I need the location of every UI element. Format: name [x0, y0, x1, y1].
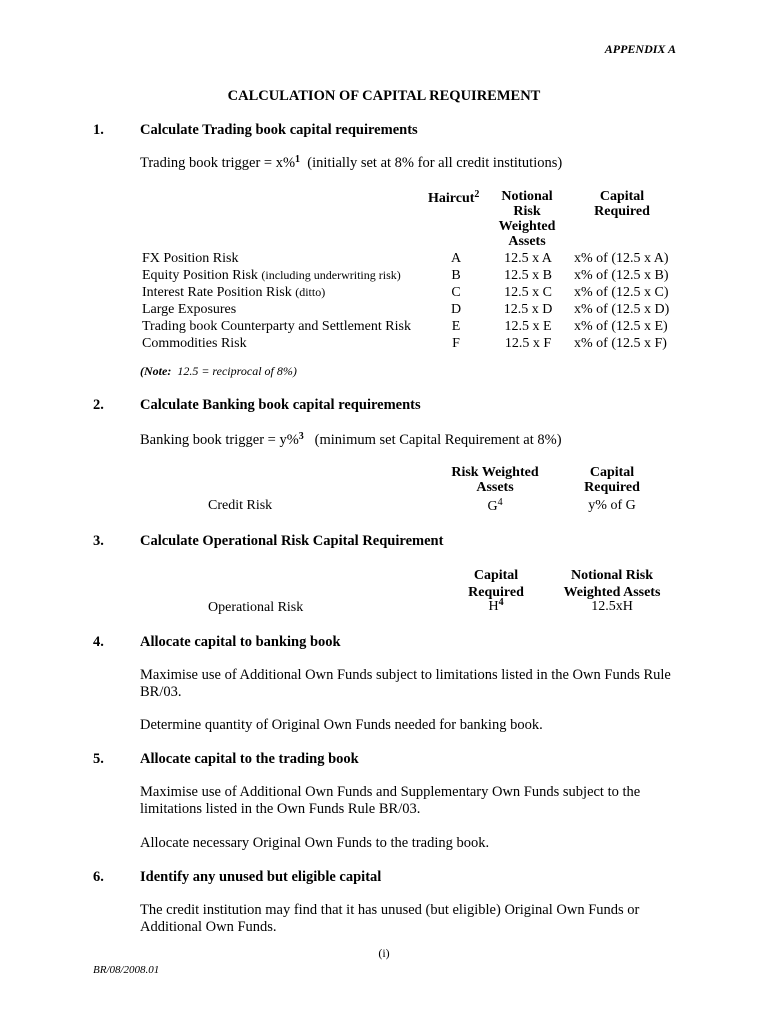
banking-col-capital-header: Capital Required	[584, 465, 640, 495]
trading-trigger-note: (initially set at 8% for all credit institutions)	[307, 155, 563, 171]
op-col-capital-header: Capital Required	[468, 568, 524, 600]
section-6-number: 6.	[93, 869, 104, 885]
trading-row-haircut: D	[450, 302, 462, 317]
trading-row-capital: x% of (12.5 x F)	[574, 336, 667, 351]
trading-trigger-text: Trading book trigger = x%	[140, 155, 296, 171]
trading-trigger	[140, 155, 562, 173]
trading-row-notional: 12.5 x E	[504, 319, 552, 334]
trading-row-haircut: C	[451, 285, 461, 300]
section-1-heading: Calculate Trading book capital requirements	[140, 122, 418, 138]
section-6-heading: Identify any unused but eligible capital	[140, 869, 382, 885]
trading-row-capital: x% of (12.5 x E)	[574, 319, 668, 334]
s5-paragraph-1: Maximise use of Additional Own Funds and Supplementary Own Funds subject to the limitations listed in the Own Funds Rule BR/03.	[140, 784, 641, 817]
banking-col-rwa-header: Risk Weighted Assets	[451, 465, 539, 495]
trading-row-capital: x% of (12.5 x A)	[574, 251, 669, 266]
s6-paragraph-1: The credit institution may find that it has unused (but eligible) Original Own Funds or Additional Own Funds.	[140, 902, 640, 935]
banking-row-rwa: $G^4$	[487, 497, 503, 514]
trading-row-notional: 12.5 x A	[504, 251, 552, 266]
section-3-heading: Calculate Operational Risk Capital Requirement	[140, 533, 444, 549]
trading-row-capital: x% of (12.5 x D)	[574, 302, 670, 317]
appendix-label: APPENDIX A	[604, 42, 676, 56]
trading-row-haircut: A	[450, 251, 462, 266]
section-1-number: 1.	[93, 122, 104, 138]
section-3-number: 3.	[93, 533, 104, 549]
section-5-number: 5.	[93, 751, 104, 767]
section-2-heading: Calculate Banking book capital requirements	[140, 397, 421, 413]
trading-row-label: FX Position Risk	[142, 251, 239, 266]
banking-trigger: Banking book trigger = y%$^3$ (minimum set Capital Requirement at 8%)	[140, 431, 562, 448]
page-title: CALCULATION OF CAPITAL REQUIREMENT	[227, 88, 541, 104]
trading-note: (Note: 12.5 = reciprocal of 8%)	[140, 364, 297, 378]
section-4-heading: Allocate capital to banking book	[140, 634, 341, 650]
trading-row-notional: 12.5 x F	[504, 336, 552, 351]
trading-trigger-footnote: 1	[295, 154, 301, 165]
section-2-number: 2.	[93, 397, 104, 413]
trading-row-label: Commodities Risk	[142, 336, 247, 351]
banking-row-capital: y% of G	[588, 498, 636, 513]
trading-row-capital: x% of (12.5 x B)	[574, 268, 669, 283]
op-col-notional-header: Notional Risk Weighted Assets	[563, 568, 661, 600]
s4-paragraph-2: Determine quantity of Original Own Funds needed for banking book.	[140, 717, 543, 733]
document-reference: BR/08/2008.01	[93, 964, 160, 976]
op-row-label: Operational Risk	[208, 600, 304, 615]
trading-row-notional: 12.5 x B	[504, 268, 552, 283]
trading-row-notional: 12.5 x D	[503, 302, 553, 317]
banking-row-label: Credit Risk	[208, 498, 273, 513]
trading-row-label: Large Exposures	[142, 302, 237, 317]
trading-row-haircut: F	[452, 336, 460, 351]
trading-row-label: Interest Rate Position Risk (ditto)	[142, 285, 326, 300]
trading-row-haircut: E	[451, 319, 461, 334]
col-capital-header: Capital Required	[594, 189, 650, 219]
col-notional-header: Notional Risk Weighted Assets	[498, 189, 556, 249]
s5-paragraph-2: Allocate necessary Original Own Funds to the trading book.	[140, 835, 490, 851]
trading-row-label: Equity Position Risk (including underwriting risk)	[142, 268, 401, 283]
op-row-notional: 12.5xH	[591, 599, 633, 614]
col-haircut-header: Haircut$^2$	[428, 189, 480, 206]
trading-row-label: Trading book Counterparty and Settlement Risk	[142, 319, 411, 334]
section-4-number: 4.	[93, 634, 104, 650]
trading-row-capital: x% of (12.5 x C)	[574, 285, 669, 300]
trading-row-notional: 12.5 x C	[504, 285, 552, 300]
section-5-heading: Allocate capital to the trading book	[140, 751, 359, 767]
page-number: (i)	[378, 946, 390, 960]
s4-paragraph-1: Maximise use of Additional Own Funds subject to limitations listed in the Own Funds Rule BR/03.	[140, 667, 671, 700]
trading-row-haircut: B	[451, 268, 461, 283]
op-row-capital: $H^4$	[488, 597, 504, 614]
